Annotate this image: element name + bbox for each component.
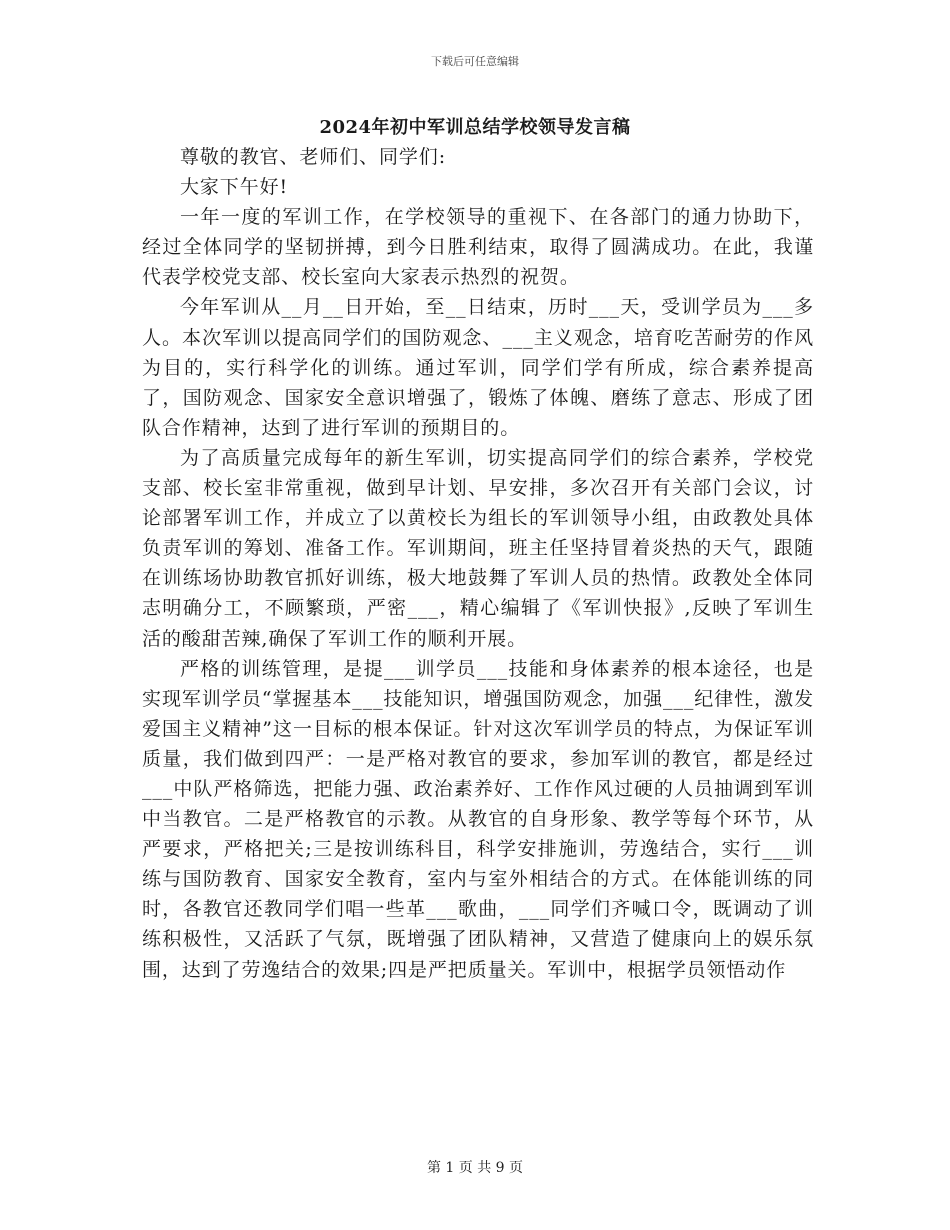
paragraph: 一年一度的军训工作，在学校领导的重视下、在各部门的通力协助下，经过全体同学的坚韧拼搏，到今日胜利结束，取得了圆满成功。在此，我谨代表学校党支部、校长室向大家表示热烈的祝贺。 <box>142 206 814 289</box>
page-footer: 第 1 页 共 9 页 <box>426 1160 524 1176</box>
salutation: 尊敬的教官、老师们、同学们: <box>180 146 447 168</box>
paragraph: 严格的训练管理，是提___训学员___技能和身体素养的根本途径，也是实现军训学员“掌握基本___技能知识，增强国防观念，加强___纪律性，激发爱国主义精神”这一目标的根本保证。针对这次军训学员的特点，为保证军训质量，我们做到四严：一是严格对教官的要求，参加军训的教官，都是经过___中队严格筛选，把能力强、政治素养好、工作作风过硬的人员抽调到军训中当教官。二是严格教官的示教。从教官的自身形象、教学等每个环节，从严要求，严格把关;三是按训练科目，科学安排施训，劳逸结合，实行___训练与国防教育、国家安全教育，室内与室外相结合的方式。在体能训练的同时，各教官还教同学们唱一些革___歌曲，___同学们齐喊口令，既调动了训练积极性，又活跃了气氛，既增强了团队精神，又营造了健康向上的娱乐氛围，达到了劳逸结合的效果;四是严把质量关。军训中，根据学员领悟动作 <box>142 657 814 981</box>
greeting: 大家下午好! <box>180 176 289 199</box>
document-title: 2024年初中军训总结学校领导发言稿 <box>319 117 631 138</box>
page-header: 下载后可任意编辑 <box>431 55 519 68</box>
paragraph: 为了高质量完成每年的新生军训，切实提高同学们的综合素养，学校党支部、校长室非常重视，做到早计划、早安排，多次召开有关部门会议，讨论部署军训工作，并成立了以黄校长为组长的军训领导小组，由政教处具体负责军训的筹划、准备工作。军训期间，班主任坚持冒着炎热的天气，跟随在训练场协助教官抓好训练，极大地鼓舞了军训人员的热情。政教处全体同志明确分工，不顾繁琐，严密___，精心编辑了《军训快报》,反映了军训生活的酸甜苦辣,确保了军训工作的顺利开展。 <box>142 446 814 650</box>
paragraph: 今年军训从__月__日开始，至__日结束，历时___天，受训学员为___多人。本次军训以提高同学们的国防观念、___主义观念，培育吃苦耐劳的作风为目的，实行科学化的训练。通过军训，同学们学有所成，综合素养提高了，国防观念、国家安全意识增强了，锻炼了体魄、磨练了意志、形成了团队合作精神，达到了进行军训的预期目的。 <box>142 296 814 439</box>
document-body <box>142 142 814 985</box>
